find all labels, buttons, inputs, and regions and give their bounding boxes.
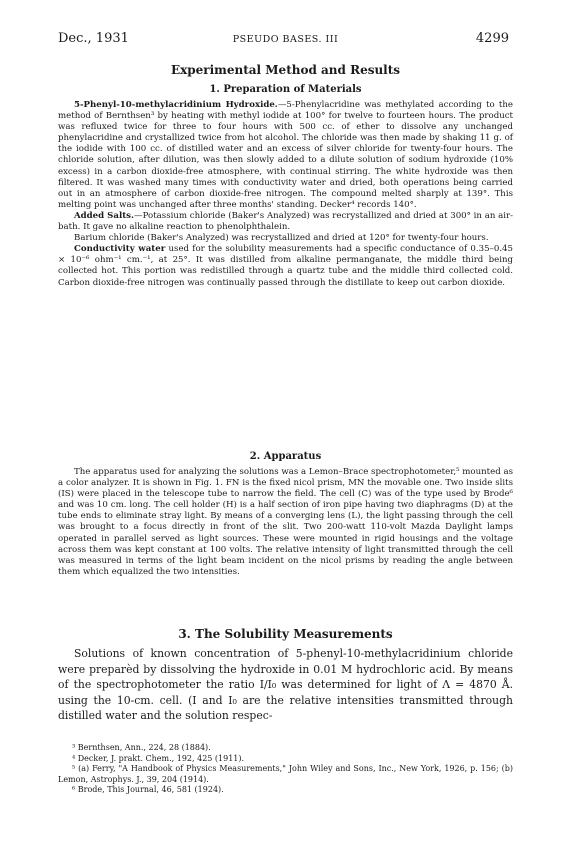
- paragraph-lead-conductivity: Conductivity water: [74, 244, 166, 255]
- footnotes: [58, 743, 513, 796]
- paragraph-acridinium: [58, 100, 513, 211]
- paragraph-lead-added-salts: Added Salts.: [74, 210, 135, 221]
- footnote-6: ⁶ Brode, This Journal, 46, 581 (1924).: [72, 785, 224, 795]
- header-running-title: PSEUDO BASES. III: [232, 34, 339, 45]
- subsection-2: [58, 451, 513, 462]
- solubility-body: [58, 646, 513, 724]
- subsection-3: [58, 627, 513, 641]
- paragraph-conductivity-water: [58, 244, 513, 288]
- paragraph-text-acridinium: —5-Phenylacridine was methylated according to the method of Bernthsen³ by heating with methyl iodide at 100° for twelve to fourteen hours. The product was refluxed twice for three to four hours with 500 cc. of ether to dissolve any unchanged phenylacridine and crystallized twice from hot alcohol. The chloride was then made by shaking 11 g. of the iodide with 100 cc. of distilled water and an excess of silver chloride for twenty-four hours. The chloride solution, after dilution, was then slowly added to a dilute solution of sodium hydroxide (10% excess) in a carbon dioxide-free atmosphere, with continual stirring. The white hydroxide was then filtered. It was washed many times with conductivity water and dried, both operations being carried out in an atmosphere of carbon dioxide-free nitrogen. The compound melted sharply at 139°. This melting point was unchanged after three months' standing. Decker⁴ records 140°.: [58, 100, 513, 210]
- paragraph-apparatus: The apparatus used for analyzing the solutions was a Lemon–Brace spectrophotometer,⁵ mounted as a color analyzer. It is shown in Fig. 1. FN is the fixed nicol prism, MN the movable one. Two inside slits (IS) were placed in the telescope tube to narrow the field. The cell (C) was of the type used by Brode⁶ and was 10 cm. long. The cell holder (H) is a half section of iron pipe having two diaphragms (D) at the tube ends to eliminate stray light. By means of a converging lens (L), the light passing through the cell was brought to a focus directly in front of the slit. Two 200-watt 110-volt Mazda Daylight lamps operated in parallel served as light sources. These were mounted in rigid housings and the voltage across them was kept constant at 100 volts. The relative intensity of light transmitted through the cell was measured in terms of the light beam incident on the nicol prisms by reading the angle between them which equalized the two intensities.: [58, 467, 513, 577]
- subsection-1-title: 1. Preparation of Materials: [209, 84, 362, 95]
- footnote-4: ⁴ Decker, J. prakt. Chem., 192, 425 (1911).: [72, 753, 245, 763]
- header-page-number: 4299: [475, 31, 509, 46]
- footnote-5: ⁵ (a) Ferry, "A Handbook of Physics Measurements," John Wiley and Sons, Inc., New York, 1926, p. 156; (b) Lemon, Astrophys. J., 39, 204 (1914).: [58, 764, 513, 784]
- section-title-block: [58, 63, 513, 77]
- section-title: Experimental Method and Results: [170, 63, 401, 77]
- apparatus-body: [58, 467, 513, 578]
- paragraph-barium-chloride: Barium chloride (Baker's Analyzed) was recrystallized and dried at 120° for twenty-four hours.: [74, 233, 489, 244]
- paragraph-text-conductivity: used for the solubility measurements had a specific conductance of 0.35–0.45 × 10⁻⁶ ohm⁻¹ cm.⁻¹, at 25°. It was distilled from alkaline permanganate, the middle third being collected hot. This portion was redistilled through a quartz tube and the middle third collected cold. Carbon dioxide-free nitrogen was continually passed through the distillate to keep out carbon dioxide.: [58, 244, 513, 288]
- footnote-3: ³ Bernthsen, Ann., 224, 28 (1884).: [72, 743, 211, 752]
- subsection-2-title: 2. Apparatus: [249, 451, 322, 462]
- paragraph-added-salts: [58, 211, 513, 233]
- header-date: Dec., 1931: [58, 31, 129, 46]
- paragraph-text-added-salts: —Potassium chloride (Baker's Analyzed) was recrystallized and dried at 300° in an air-bath. It gave no alkaline reaction to phenolphthalein.: [58, 210, 513, 233]
- paragraph-solubility: Solutions of known concentration of 5-phenyl-10-methylacridinium chloride were preparèd by dissolving the hydroxide in 0.01 M hydrochloric acid. By means of the spectrophotometer the ratio I/I₀ was determined for light of Λ = 4870 Å. using the 10-cm. cell. (I and I₀ are the relative intensities transmitted through distilled water and the solution respec-: [58, 647, 513, 723]
- subsection-3-title: 3. The Solubility Measurements: [178, 627, 393, 641]
- paragraph-lead-acridinium: 5-Phenyl-10-methylacridinium Hydroxide.: [74, 100, 278, 110]
- subsection-1: [58, 84, 513, 95]
- materials-body: [58, 100, 513, 289]
